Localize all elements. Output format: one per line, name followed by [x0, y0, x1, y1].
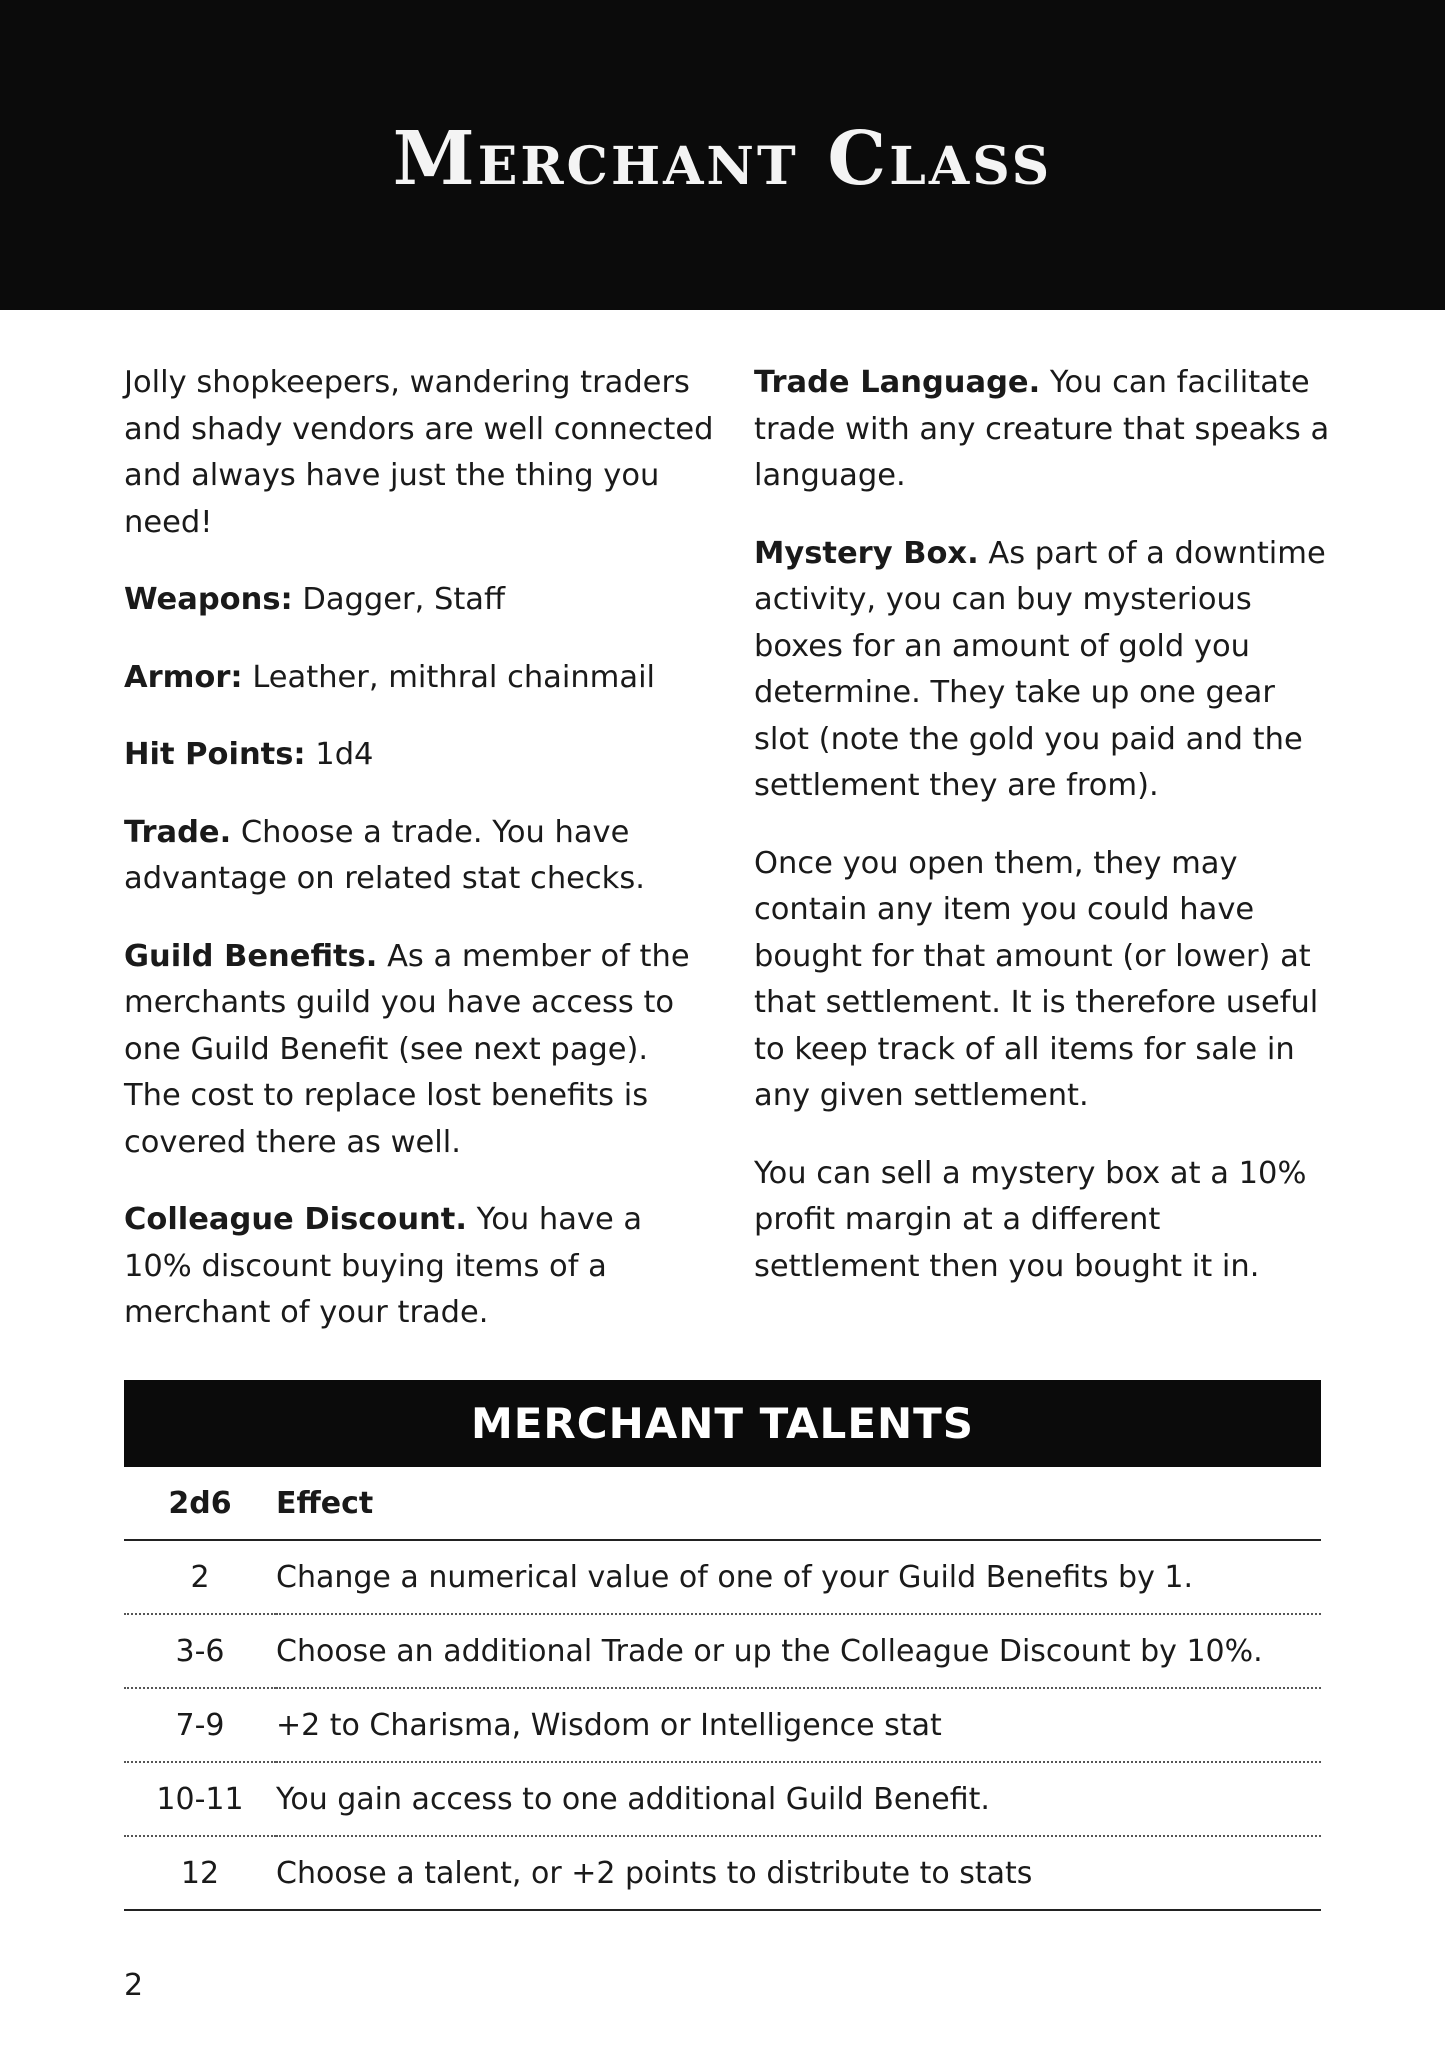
open-box-paragraph: Once you open them, they may contain any item you could have bought for that amount (or lower) at that settlement. It is therefore useful to keep track of all items for sale in any given settlement.	[754, 845, 1319, 1113]
table-row	[124, 1762, 1321, 1836]
hit-points-value: 1d4	[305, 737, 374, 772]
effect-cell: +2 to Charisma, Wisdom or Intelligence stat	[276, 1688, 1321, 1762]
table-row	[124, 1688, 1321, 1762]
intro-paragraph: Jolly shopkeepers, wandering traders and shady vendors are well connected and always have just the thing you need!	[124, 365, 714, 540]
guild-benefits-paragraph	[124, 934, 714, 1167]
mystery-box-label: Mystery Box.	[754, 535, 979, 571]
armor-label: Armor:	[124, 659, 243, 695]
table-row	[124, 1614, 1321, 1688]
armor-line	[124, 655, 714, 702]
right-column	[754, 360, 1334, 1321]
mystery-box-paragraph	[754, 531, 1334, 810]
page-title: Merchant Class	[392, 116, 1053, 202]
trade-language-label: Trade Language.	[754, 365, 1041, 400]
merchant-talents-table	[124, 1380, 1321, 1911]
armor-value: Leather, mithral chainmail	[242, 659, 656, 695]
guild-benefits-text: As a member of the merchants guild you have access to one Guild Benefit (see next page). The cost to replace lost benefits is covered there as well.	[124, 938, 690, 1160]
effect-cell: You gain access to one additional Guild Benefit.	[276, 1762, 1321, 1836]
weapons-line	[124, 577, 714, 624]
roll-column-header: 2d6	[124, 1467, 276, 1540]
mystery-box-text: As part of a downtime activity, you can buy mysterious boxes for an amount of gold you determine. They take up one gear slot (note the gold you paid and the settlement they are from).	[754, 535, 1326, 803]
effect-cell: Choose a talent, or +2 points to distribute to stats	[276, 1836, 1321, 1910]
page-header	[0, 0, 1445, 310]
table-row	[124, 1540, 1321, 1614]
colleague-discount-paragraph	[124, 1197, 714, 1337]
page-number: 2	[124, 1968, 144, 2003]
table-header-row	[124, 1467, 1321, 1540]
roll-cell: 3-6	[124, 1614, 276, 1688]
hit-points-line	[124, 732, 714, 779]
guild-benefits-label: Guild Benefits.	[124, 938, 378, 974]
roll-cell: 7-9	[124, 1688, 276, 1762]
hit-points-label: Hit Points:	[124, 737, 306, 772]
roll-cell: 2	[124, 1540, 276, 1614]
colleague-discount-text: You have a 10% discount buying items of a merchant of your trade.	[124, 1202, 643, 1330]
effect-cell: Change a numerical value of one of your Guild Benefits by 1.	[276, 1540, 1321, 1614]
sell-box-paragraph: You can sell a mystery box at a 10% profit margin at a different settlement then you bought it in.	[754, 1155, 1307, 1284]
colleague-discount-label: Colleague Discount.	[124, 1202, 467, 1237]
effect-column-header: Effect	[276, 1467, 1321, 1540]
talents-grid	[124, 1467, 1321, 1911]
roll-cell: 10-11	[124, 1762, 276, 1836]
effect-cell: Choose an additional Trade or up the Colleague Discount by 10%.	[276, 1614, 1321, 1688]
trade-language-paragraph	[754, 360, 1334, 500]
talents-title: MERCHANT TALENTS	[124, 1380, 1321, 1467]
trade-label: Trade.	[124, 814, 232, 850]
left-column	[124, 360, 714, 1368]
roll-cell: 12	[124, 1836, 276, 1910]
weapons-label: Weapons:	[124, 582, 293, 617]
trade-text: Choose a trade. You have advantage on related stat checks.	[124, 814, 645, 896]
trade-language-text: You can facilitate trade with any creature that speaks a language.	[754, 365, 1330, 493]
trade-paragraph	[124, 810, 714, 903]
table-row	[124, 1836, 1321, 1910]
weapons-value: Dagger, Staff	[292, 582, 505, 617]
